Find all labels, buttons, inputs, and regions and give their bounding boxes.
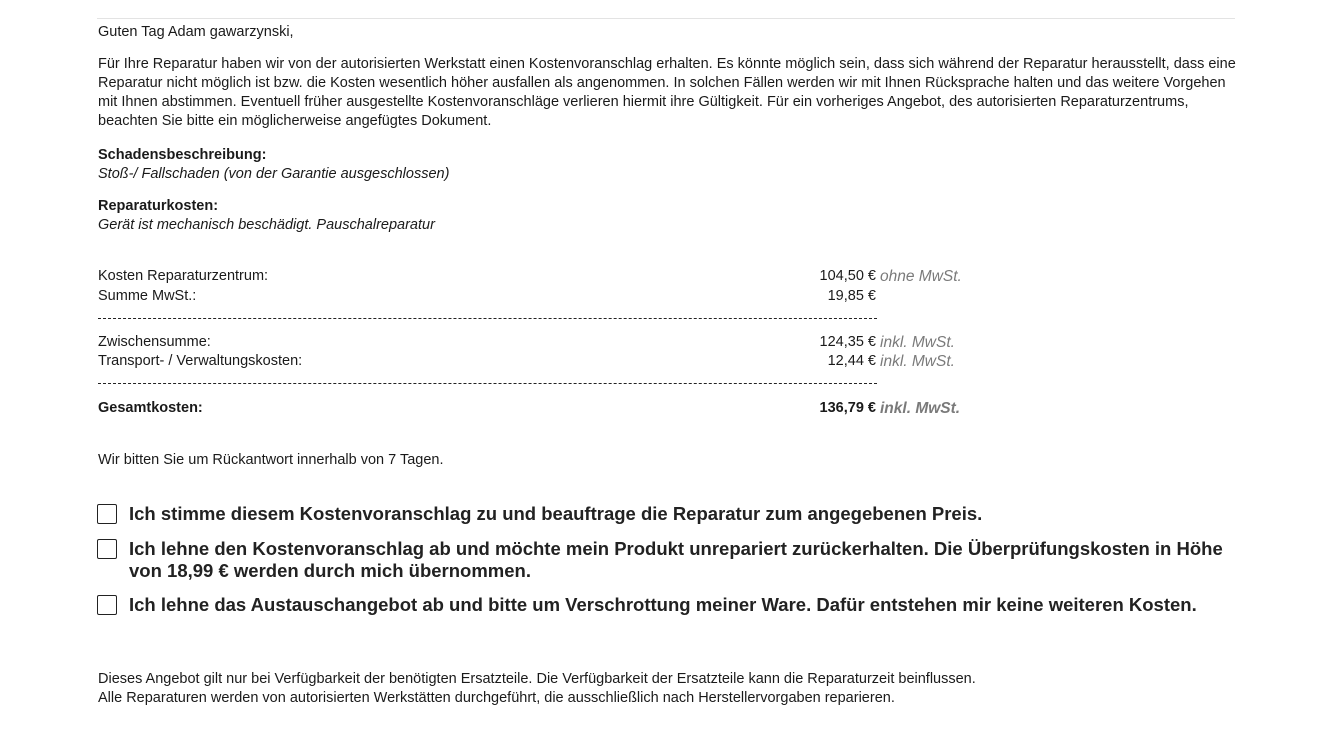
footer-availability-note: Dieses Angebot gilt nur bei Verfügbarkeit der benötigten Ersatzteile. Die Verfügbarkeit der Ersatzteile kann die Reparaturzeit beinflussen. [98,671,976,687]
cost-label: Zwischensumme: [98,334,211,350]
cost-label: Summe MwSt.: [98,288,197,304]
damage-label: Schadensbeschreibung: [98,147,267,163]
cost-row-subtotal [98,333,978,352]
option-reject-return-text: Ich lehne den Kostenvoranschlag ab und möchte mein Produkt unrepariert zurückerhalten. Die Überprüfungskosten in Höhe von 18,99 € werden durch mich übernommen. [129,538,1223,581]
option-reject-scrap[interactable] [97,594,1237,616]
total-amount: 136,79 € [819,400,876,416]
cost-amount: 19,85 € [827,288,876,304]
cost-tax-note: inkl. MwSt. [880,353,955,370]
cost-amount: 104,50 € [819,268,876,284]
intro-paragraph: Für Ihre Reparatur haben wir von der autorisierten Werkstatt einen Kostenvoranschlag erhalten. Es könnte möglich sein, dass sich während der Reparatur herausstellt, dass eine Reparatur nicht möglich ist bzw. die Kosten wesentlich höher ausfallen als angenommen. In solchen Fällen werden wir mit Ihnen Rücksprache halten und das weitere Vorgehen mit Ihnen abstimmen. Eventuell früher ausgestellte Kostenvoranschläge verlieren hiermit ihre Gültigkeit. Für ein vorheriges Angebot, des autorisierten Reparaturzentrums, beachten Sie bitte ein möglicherweise angefügtes Dokument. [98,56,1236,129]
total-label: Gesamtkosten: [98,400,203,416]
cost-label: Transport- / Verwaltungskosten: [98,353,303,369]
reply-request: Wir bitten Sie um Rückantwort innerhalb von 7 Tagen. [98,452,444,468]
top-divider [97,18,1235,19]
dashed-divider [98,383,877,384]
reject-scrap-checkbox[interactable] [97,595,117,615]
option-accept[interactable] [97,503,1237,525]
cost-row-total [98,399,978,418]
cost-label: Kosten Reparaturzentrum: [98,268,269,284]
damage-value: Stoß-/ Fallschaden (von der Garantie ausgeschlossen) [98,166,450,182]
cost-row-repair-center [98,267,978,286]
option-reject-return[interactable] [97,538,1237,582]
option-accept-text: Ich stimme diesem Kostenvoranschlag zu und beauftrage die Reparatur zum angegebenen Preis. [129,503,983,524]
option-reject-scrap-text: Ich lehne das Austauschangebot ab und bitte um Verschrottung meiner Ware. Dafür entstehen mir keine weiteren Kosten. [129,594,1197,615]
total-tax-note: inkl. MwSt. [880,400,961,417]
cost-row-vat-sum [98,287,978,306]
cost-tax-note: inkl. MwSt. [880,334,955,351]
footer-workshop-note: Alle Reparaturen werden von autorisierten Werkstätten durchgeführt, die ausschließlich nach Herstellervorgaben reparieren. [98,690,895,706]
repair-value: Gerät ist mechanisch beschädigt. Pauschalreparatur [98,217,435,233]
dashed-divider [98,318,877,319]
greeting: Guten Tag Adam gawarzynski, [98,24,294,40]
repair-label: Reparaturkosten: [98,198,219,214]
cost-amount: 12,44 € [827,353,876,369]
cost-row-transport [98,352,978,371]
cost-amount: 124,35 € [819,334,876,350]
reject-return-checkbox[interactable] [97,539,117,559]
cost-tax-note: ohne MwSt. [880,268,962,285]
accept-checkbox[interactable] [97,504,117,524]
